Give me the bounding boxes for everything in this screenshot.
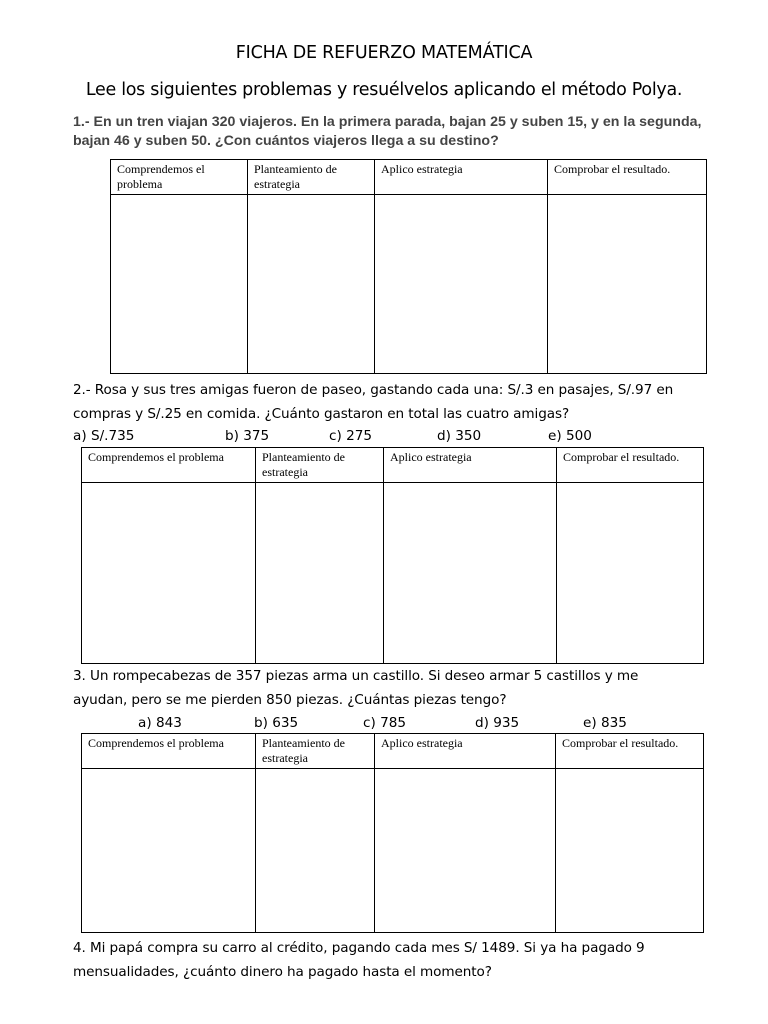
header-comprobar: Comprobar el resultado. [556, 734, 704, 769]
header-comprendemos: Comprendemos el problema [82, 734, 256, 769]
polya-table-2 [81, 447, 704, 664]
table-answer-row [111, 195, 707, 374]
problem-2-options [73, 428, 693, 446]
problem-1-text: 1.- En un tren viajan 320 viajeros. En la primera parada, bajan 25 y suben 15, y en la segunda, bajan 46 y suben 50. ¿Con cuántos viajeros llega a su destino? [73, 114, 702, 149]
answer-cell-comprobar[interactable] [557, 483, 704, 664]
answer-cell-comprobar[interactable] [556, 769, 704, 933]
polya-table-1 [110, 159, 707, 374]
problem-3-options [73, 715, 693, 733]
polya-table-3 [81, 733, 704, 933]
answer-cell-aplico[interactable] [375, 195, 548, 374]
option-d: d) 935 [475, 715, 520, 731]
answer-cell-planteamiento[interactable] [256, 483, 384, 664]
option-d: d) 350 [437, 428, 482, 444]
header-planteamiento: Planteamiento de estrategia [256, 734, 375, 769]
problem-4-text: 4. Mi papá compra su carro al crédito, pagando cada mes S/ 1489. Si ya ha pagado 9 mensualidades, ¿cuánto dinero ha pagado hasta el momento? [73, 940, 645, 980]
instructions: Lee los siguientes problemas y resuélvelos aplicando el método Polya. [85, 80, 683, 100]
table-header-row [111, 160, 707, 195]
problem-2-text: 2.- Rosa y sus tres amigas fueron de paseo, gastando cada una: S/.3 en pasajes, S/.97 en compras y S/.25 en comida. ¿Cuánto gastaron en total las cuatro amigas? [73, 382, 674, 422]
table-answer-row [82, 769, 704, 933]
option-e: e) 500 [548, 428, 592, 444]
answer-cell-comprendemos[interactable] [82, 769, 256, 933]
problem-3-text: 3. Un rompecabezas de 357 piezas arma un castillo. Si deseo armar 5 castillos y me ayudan, pero se me pierden 850 piezas. ¿Cuántas piezas tengo? [73, 668, 639, 708]
answer-cell-aplico[interactable] [384, 483, 557, 664]
header-comprobar: Comprobar el resultado. [548, 160, 707, 195]
header-aplico: Aplico estrategia [375, 734, 556, 769]
answer-cell-comprobar[interactable] [548, 195, 707, 374]
answer-cell-planteamiento[interactable] [256, 769, 375, 933]
page-title: FICHA DE REFUERZO MATEMÁTICA [235, 43, 533, 63]
answer-cell-comprendemos[interactable] [111, 195, 248, 374]
option-b: b) 375 [225, 428, 270, 444]
option-c: c) 275 [329, 428, 373, 444]
header-planteamiento: Planteamiento de estrategia [248, 160, 375, 195]
answer-cell-aplico[interactable] [375, 769, 556, 933]
option-b: b) 635 [254, 715, 299, 731]
table-header-row [82, 734, 704, 769]
option-c: c) 785 [363, 715, 407, 731]
option-e: e) 835 [583, 715, 627, 731]
header-planteamiento: Planteamiento de estrategia [256, 448, 384, 483]
header-comprendemos: Comprendemos el problema [82, 448, 256, 483]
header-aplico: Aplico estrategia [384, 448, 557, 483]
header-comprendemos: Comprendemos el problema [111, 160, 248, 195]
option-a: a) 843 [138, 715, 182, 731]
option-a: a) S/.735 [73, 428, 135, 444]
table-answer-row [82, 483, 704, 664]
header-comprobar: Comprobar el resultado. [557, 448, 704, 483]
table-header-row [82, 448, 704, 483]
answer-cell-planteamiento[interactable] [248, 195, 375, 374]
header-aplico: Aplico estrategia [375, 160, 548, 195]
answer-cell-comprendemos[interactable] [82, 483, 256, 664]
